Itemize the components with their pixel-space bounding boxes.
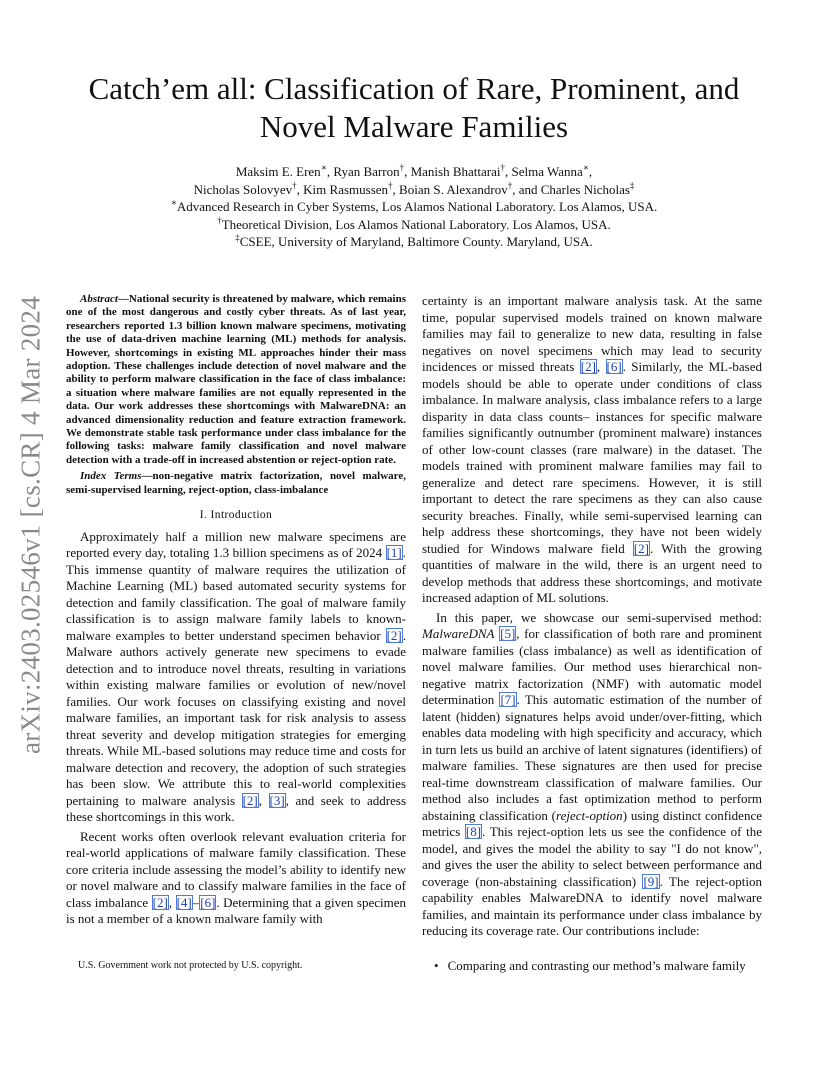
citation-link[interactable]: [9] [643,873,659,889]
bullet-text: Comparing and contrasting our method’s malware family [447,958,746,973]
left-column [66,293,406,928]
copyright-footnote: U.S. Government work not protected by U.S. copyright. [78,960,303,971]
citation-link[interactable]: [3] [269,792,285,808]
author-line-2: Nicholas Solovyev†, Kim Rasmussen†, Boian S. Alexandrov†, and Charles Nicholas‡ [193,180,635,197]
bullet-icon: • [434,958,439,973]
intro-paragraph-2-continued: certainty is an important malware analysis task. At the same time, popular supervised models trained on known malware families may fail to generalize to new data, resulting in false negatives on novel specimens which may lead to security incidences or missed threats [2], [6]. Similarly, the ML-based models should be able to operate under conditions of class imbalance. In malware analysis, class imbalance refers to a large disparity in data class counts– instances for specific malware families significantly outnumber (prominent malware) instances of other low-count classes (rare malware) in the dataset. The models trained with prominent malware families may fail to generalize and detect rare specimens. However, it is still important to detect the rare specimens as they can also cause security breaches. Finally, while semi-supervised learning can help address these shortcomings, they have not been widely studied for Windows malware field [2]. With the growing quantities of malware in the wild, there is an urgent need to develop methods that address these shortcomings, and motivate increased adaption of ML solutions. [422,293,763,605]
intro-paragraph-1: Approximately half a million new malware specimens are reported every day, totaling 1.3 billion specimens as of 2024 [1]. This immense quantity of malware requires the utilization of Machine Learning (ML) based automated security systems for detection and family classification. The goal of malware family classification is to assign malware family labels to known-malware examples to better understand specimen behavior [2]. Malware authors actively generate new specimens to evade detection and to introduce novel threats, resulting in variations within existing malware families or evolution of new/novel families. Our work focuses on classifying existing and novel malware families, an important task for risk analysis to assess threat severity and develop mitigation strategies for emerging threats. While ML-based solutions may reduce time and costs for malware detection and recovery, the adoption of such strategies has been slow. We attribute this to real-world complexities pertaining to malware analysis [2], [3], and seek to address these shortcomings in this work. [66,528,407,825]
right-column [422,293,762,940]
affiliation-2: †Theoretical Division, Los Alamos National Laboratory. Los Alamos, USA. [217,215,611,232]
citation-link[interactable]: [6] [606,359,622,374]
citation-link[interactable]: [2] [386,627,402,643]
arxiv-side-stamp [14,292,48,758]
citation-link[interactable]: [2] [580,359,596,374]
citation-link[interactable]: [7] [500,692,516,707]
author-line-1: Maksim E. Eren∗, Ryan Barron†, Manish Bhattarai†, Selma Wanna∗, [235,162,593,179]
citation-link[interactable]: [5] [500,626,516,641]
index-terms: Index Terms—non-negative matrix factorization, novel malware, semi-supervised learning, reject-option, class-imbalance [66,470,406,496]
citation-link[interactable]: [4] [176,894,192,910]
arxiv-identifier: arXiv:2403.02546v1 [cs.CR] 4 Mar 2024 [15,295,46,755]
citation-link[interactable]: [2] [242,792,258,808]
citation-link[interactable]: [6] [200,894,216,910]
intro-paragraph-3: In this paper, we showcase our semi-supervised method: MalwareDNA [5], for classification of both rare and prominent malware families (class imbalance) as well as identification of novel malware families. Our method uses hierarchical non-negative matrix factorization (NMF) with automatic model determination [7]. This automatic estimation of the number of latent (hidden) signatures helps avoid under/over-fitting, which enables data modeling with high specificity and accuracy, which in turn lets us build an archive of latent signatures (identifiers) of malware families. These signatures are then used for precise real-time downstream classification of malware families. Our method also includes a fast optimization method to perform abstaining classification (reject-option) using distinct confidence metrics [8]. This reject-option lets us see the confidence of the model, and gives the model the ability to say "I do not know", and gives the user the ability to select between performance and coverage (non-abstaining classification) [9]. The reject-option capability enables MalwareDNA to identify novel malware families, and maintain its performance under class imbalance by reducing its coverage rate. Our contributions include: [422,609,763,938]
title-line-1: Catch’em all: Classification of Rare, Prominent, and [88,71,740,106]
citation-link[interactable]: [8] [465,824,482,839]
citation-link[interactable]: [1] [386,545,402,561]
citation-link[interactable]: [2] [633,540,650,556]
affiliation-3: ‡CSEE, University of Maryland, Baltimore County. Maryland, USA. [235,233,593,250]
paper-title [60,70,768,146]
contribution-bullet [434,958,746,974]
author-block [60,163,768,251]
citation-link[interactable]: [2] [152,894,168,910]
abstract: Abstract—National security is threatened by malware, which remains one of the most dangerous and costly cyber threats. As of last year, researchers reported 1.3 billion known malware specimens, motivating the use of data-driven machine learning (ML) methods for analysis. However, shortcomings in existing ML approaches hinder their mass adoption. These challenges include detection of novel malware and the ability to perform malware classification in the face of class imbalance: a situation where malware families are not equally represented in the data. Our work addresses these shortcomings with MalwareDNA: an advanced dimensionality reduction and feature extraction framework. We demonstrate stable task performance under class imbalance for the following tasks: malware family classification and novel malware detection with a trade-off in increased abstention or reject-option rate. [66,293,406,466]
affiliation-1: ∗Advanced Research in Cyber Systems, Los Alamos National Laboratory. Los Alamos, USA. [170,197,658,215]
title-line-2: Novel Malware Families [259,109,569,144]
intro-paragraph-2: Recent works often overlook relevant evaluation criteria for real-world applications of malware family classification. These core criteria include assessing the model’s ability to identify new or novel malware and to classify malware families in the face of class imbalance [2], [4]–[6]. Determining that a given specimen is not a member of a known malware family with [66,828,407,927]
section-heading-introduction: I. Introduction [199,509,273,522]
